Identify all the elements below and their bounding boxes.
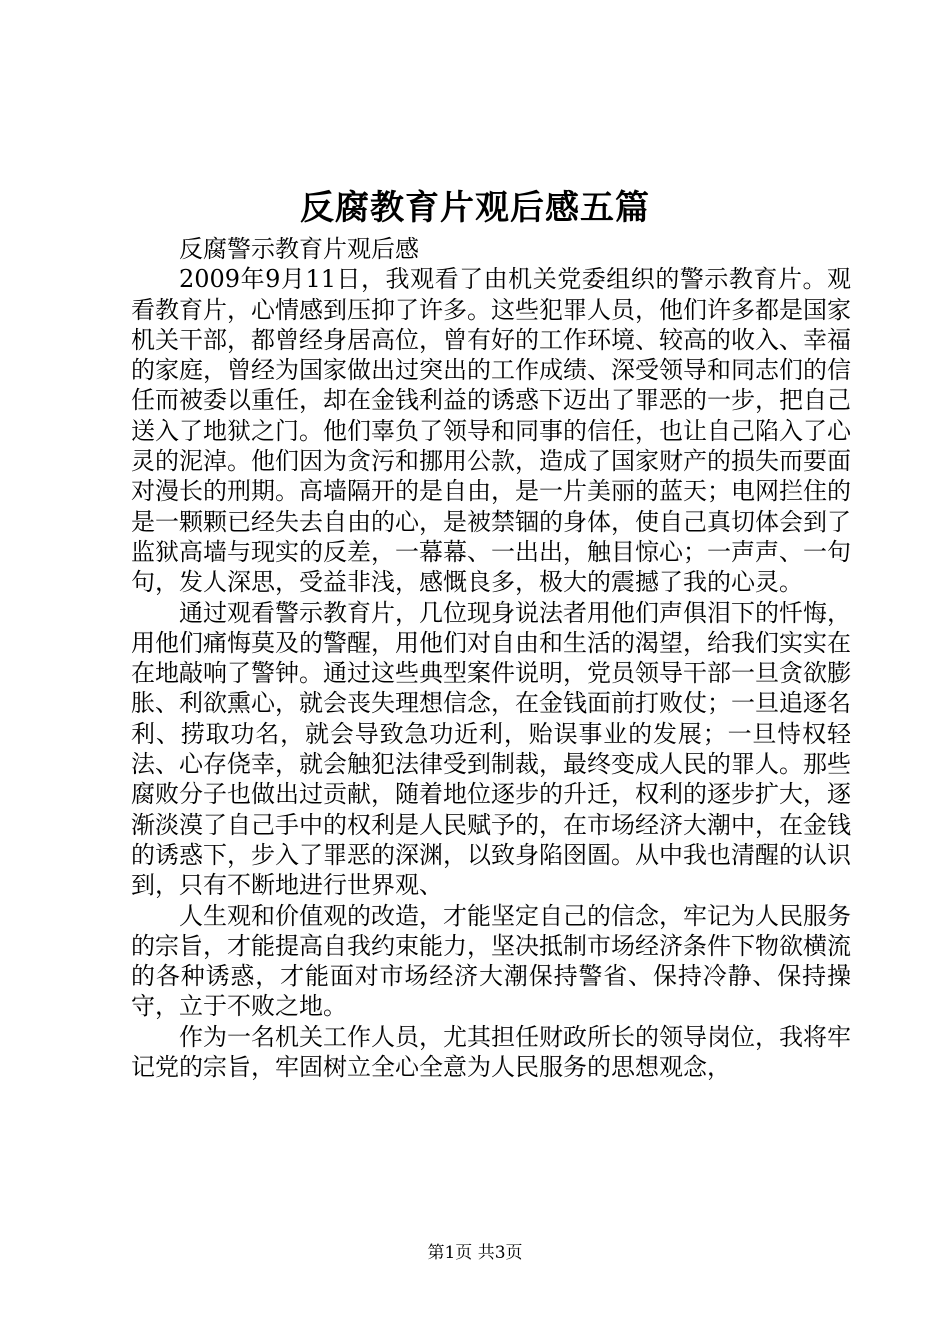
paragraph: 2009年9月11日，我观看了由机关党委组织的警示教育片。观看教育片，心情感到压抑了许多。这些犯罪人员，他们许多都是国家机关干部，都曾经身居高位，曾有好的工作环境、较高的收入、幸福的家庭，曾经为国家做出过突出的工作成绩、深受领导和同志们的信任而被委以重任，却在金钱利益的诱惑下迈出了罪恶的一步，把自己送入了地狱之门。他们辜负了领导和同事的信任，也让自己陷入了心灵的泥淖。他们因为贪污和挪用公款，造成了国家财产的损失而要面对漫长的刑期。高墙隔开的是自由，是一片美丽的蓝天；电网拦住的是一颗颗已经失去自由的心，是被禁锢的身体，使自己真切体会到了监狱高墙与现实的反差，一幕幕、一出出，触目惊心；一声声、一句句，发人深思，受益非浅，感慨良多，极大的震撼了我的心灵。: [131, 265, 851, 597]
paragraph: 通过观看警示教育片，几位现身说法者用他们声俱泪下的忏悔，用他们痛悔莫及的警醒，用他们对自由和生活的渴望，给我们实实在在地敲响了警钟。通过这些典型案件说明，党员领导干部一旦贪欲膨胀、利欲熏心，就会丧失理想信念，在金钱面前打败仗；一旦追逐名利、捞取功名，就会导致急功近利，贻误事业的发展；一旦恃权轻法、心存侥幸，就会触犯法律受到制裁，最终变成人民的罪人。那些腐败分子也做出过贡献，随着地位逐步的升迁，权利的逐步扩大，逐渐淡漠了自己手中的权利是人民赋予的，在市场经济大潮中，在金钱的诱惑下，步入了罪恶的深渊，以致身陷囹圄。从中我也清醒的认识到，只有不断地进行世界观、: [131, 598, 851, 900]
paragraph-subtitle: 反腐警示教育片观后感: [179, 235, 419, 263]
document-title: 反腐教育片观后感五篇: [300, 188, 650, 228]
document-body: [131, 234, 851, 1082]
page-number-footer: 第1页 共3页: [427, 1243, 523, 1263]
paragraph: 人生观和价值观的改造，才能坚定自己的信念，牢记为人民服务的宗旨，才能提高自我约束能力，坚决抵制市场经济条件下物欲横流的各种诱惑，才能面对市场经济大潮保持警省、保持冷静、保持操守，立于不败之地。: [131, 901, 851, 1021]
paragraph: 作为一名机关工作人员，尤其担任财政所长的领导岗位，我将牢记党的宗旨，牢固树立全心全意为人民服务的思想观念，: [131, 1022, 851, 1082]
